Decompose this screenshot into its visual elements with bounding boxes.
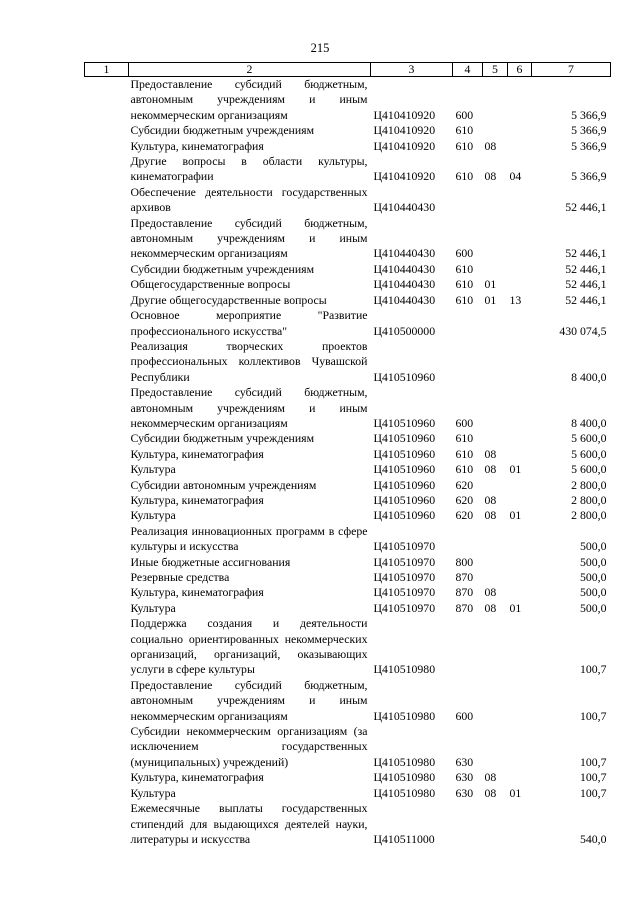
row-subsection: [508, 801, 532, 847]
row-section: 08: [484, 446, 497, 461]
row-amount: 100,7: [579, 770, 607, 785]
row-expense-group: 610: [455, 431, 474, 446]
row-subsection: 13: [509, 292, 522, 307]
row-section: 08: [484, 169, 497, 184]
row-amount: 100,7: [579, 662, 607, 677]
row-name: Реализация творческих проектов профессиональных коллективов Чувашской Республики: [130, 338, 368, 384]
table-row: [85, 724, 611, 770]
row-col-1-empty: [85, 139, 129, 154]
row-code: Ц410510960: [373, 462, 436, 477]
table-row: [85, 770, 611, 785]
row-col-1-empty: [85, 770, 129, 785]
row-code: Ц410440430: [373, 261, 436, 276]
row-expense-group: 610: [455, 138, 474, 153]
row-subsection: [508, 385, 532, 431]
row-col-1-empty: [85, 431, 129, 446]
row-subsection: 01: [509, 508, 522, 523]
row-name: Поддержка создания и деятельности социально ориентированных некоммерческих организаций, организаций, оказывающих услуги в сфере культуры: [130, 616, 368, 677]
row-amount: 2 800,0: [571, 477, 607, 492]
row-name: Культура: [130, 785, 176, 800]
row-name: Обеспечение деятельности государственных архивов: [130, 184, 368, 215]
row-amount: 100,7: [579, 785, 607, 800]
row-expense-group: [453, 185, 483, 216]
row-subsection: [508, 478, 532, 493]
row-subsection: 01: [509, 785, 522, 800]
row-code: Ц410410920: [373, 138, 436, 153]
row-expense-group: 630: [455, 754, 474, 769]
row-expense-group: 620: [455, 492, 474, 507]
row-subsection: [508, 524, 532, 555]
row-amount: 2 800,0: [571, 508, 607, 523]
table-row: [85, 277, 611, 292]
row-amount: 500,0: [579, 600, 607, 615]
row-subsection: [508, 216, 532, 262]
row-subsection: [508, 447, 532, 462]
row-section: 08: [484, 770, 497, 785]
row-name: Резервные средства: [130, 570, 230, 584]
row-code: Ц410510980: [373, 708, 436, 723]
row-subsection: [508, 262, 532, 277]
header-col-1: 1: [85, 63, 129, 77]
table-row: [85, 431, 611, 446]
row-section: [483, 524, 508, 555]
table-row: [85, 478, 611, 493]
row-col-1-empty: [85, 724, 129, 770]
row-name: Предоставление субсидий бюджетным, автономным учреждениям и иным некоммерческим организациям: [130, 677, 368, 723]
row-subsection: [508, 570, 532, 585]
row-code: Ц410510970: [373, 600, 436, 615]
row-code: Ц410511000: [373, 831, 435, 846]
table-row: [85, 262, 611, 277]
row-section: 08: [484, 492, 497, 507]
row-col-1-empty: [85, 616, 129, 678]
row-amount: 52 446,1: [565, 292, 607, 307]
row-col-1-empty: [85, 493, 129, 508]
row-section: 08: [484, 785, 497, 800]
row-name: Реализация инновационных программ в сфере культуры и искусства: [130, 523, 368, 554]
row-expense-group: 610: [455, 261, 474, 276]
row-name: Культура: [130, 508, 176, 523]
row-code: Ц410440430: [373, 200, 436, 215]
row-col-1-empty: [85, 277, 129, 292]
row-amount: 500,0: [579, 585, 607, 600]
table-row: [85, 801, 611, 847]
row-expense-group: 620: [455, 508, 474, 523]
row-section: [483, 385, 508, 431]
row-name: Предоставление субсидий бюджетным, автономным учреждениям и иным некоммерческим организациям: [130, 215, 368, 261]
table-row: [85, 77, 611, 124]
row-expense-group: 610: [455, 446, 474, 461]
row-expense-group: 600: [455, 246, 474, 261]
row-amount: 52 446,1: [565, 200, 607, 215]
row-amount: 5 366,9: [571, 138, 607, 153]
row-section: 08: [484, 138, 497, 153]
row-amount: 5 600,0: [571, 446, 607, 461]
row-code: Ц410510980: [373, 785, 436, 800]
row-name: Культура: [130, 600, 176, 615]
row-code: Ц410440430: [373, 277, 436, 292]
table-row: [85, 786, 611, 801]
row-amount: 52 446,1: [565, 277, 607, 292]
row-code: Ц410510970: [373, 570, 436, 584]
table-row: [85, 570, 611, 585]
row-code: Ц410510970: [373, 585, 436, 600]
row-code: Ц410510960: [373, 369, 436, 384]
header-col-5: 5: [483, 63, 508, 77]
row-expense-group: 870: [455, 600, 474, 615]
header-col-7: 7: [532, 63, 611, 77]
row-section: [483, 478, 508, 493]
row-section: [483, 308, 508, 339]
row-section: [483, 570, 508, 585]
row-section: [483, 216, 508, 262]
row-subsection: [508, 123, 532, 138]
row-name: Основное мероприятие "Развитие профессионального искусства": [130, 308, 368, 338]
row-subsection: [508, 493, 532, 508]
row-name: Культура: [130, 462, 176, 477]
row-code: Ц410510960: [373, 508, 436, 523]
row-section: 08: [484, 462, 497, 477]
row-expense-group: 600: [455, 107, 474, 122]
row-code: Ц410510970: [373, 554, 436, 569]
row-subsection: [508, 770, 532, 785]
row-name: Иные бюджетные ассигнования: [130, 554, 291, 569]
row-section: 08: [484, 600, 497, 615]
table-row: [85, 154, 611, 185]
header-col-3: 3: [371, 63, 453, 77]
row-expense-group: 610: [455, 462, 474, 477]
row-section: 01: [484, 292, 497, 307]
row-subsection: [508, 339, 532, 385]
row-subsection: [508, 139, 532, 154]
budget-table: [84, 62, 611, 847]
row-amount: 5 366,9: [571, 169, 607, 184]
row-subsection: [508, 308, 532, 339]
row-code: Ц410510960: [373, 492, 436, 507]
row-amount: 52 446,1: [565, 261, 607, 276]
row-section: 08: [484, 508, 497, 523]
row-amount: 52 446,1: [565, 246, 607, 261]
row-expense-group: 800: [455, 554, 474, 569]
row-code: Ц410410920: [373, 123, 436, 138]
row-col-1-empty: [85, 601, 129, 616]
table-row: [85, 216, 611, 262]
row-section: [483, 724, 508, 770]
table-header: [85, 63, 611, 77]
row-col-1-empty: [85, 262, 129, 277]
row-expense-group: 610: [455, 123, 474, 138]
row-code: Ц410510960: [373, 446, 436, 461]
table-row: [85, 385, 611, 431]
row-col-1-empty: [85, 478, 129, 493]
row-subsection: [508, 555, 532, 570]
row-col-1-empty: [85, 339, 129, 385]
header-col-4: 4: [453, 63, 483, 77]
row-expense-group: 870: [455, 570, 474, 584]
row-subsection: 04: [509, 169, 522, 184]
row-name: Субсидии некоммерческим организациям (за исключением государственных (муниципальных) учреждений): [130, 724, 368, 769]
row-section: [483, 123, 508, 138]
row-code: Ц410510960: [373, 415, 436, 430]
row-code: Ц410510960: [373, 477, 436, 492]
row-col-1-empty: [85, 801, 129, 847]
row-section: [483, 431, 508, 446]
row-subsection: 01: [509, 600, 522, 615]
table-row: [85, 493, 611, 508]
row-col-1-empty: [85, 308, 129, 339]
row-col-1-empty: [85, 462, 129, 477]
table-row: [85, 616, 611, 678]
row-col-1-empty: [85, 524, 129, 555]
row-expense-group: [453, 339, 483, 385]
row-col-1-empty: [85, 293, 129, 308]
page-number: 215: [310, 41, 330, 55]
row-section: [483, 616, 508, 678]
row-name: Другие общегосударственные вопросы: [130, 292, 327, 307]
row-subsection: [508, 678, 532, 724]
row-col-1-empty: [85, 216, 129, 262]
row-section: [483, 185, 508, 216]
row-name: Субсидии бюджетным учреждениям: [130, 431, 315, 446]
table-row: [85, 139, 611, 154]
row-code: Ц410510960: [373, 431, 436, 446]
row-subsection: [508, 616, 532, 678]
row-code: Ц410500000: [373, 323, 436, 338]
row-amount: 5 366,9: [571, 123, 607, 138]
row-expense-group: 610: [455, 292, 474, 307]
row-col-1-empty: [85, 678, 129, 724]
row-col-1-empty: [85, 508, 129, 523]
row-amount: 5 366,9: [571, 107, 607, 122]
table-row: [85, 601, 611, 616]
row-col-1-empty: [85, 555, 129, 570]
row-subsection: [508, 431, 532, 446]
row-code: Ц410440430: [373, 292, 436, 307]
row-name: Культура, кинематография: [130, 585, 264, 600]
row-code: Ц410410920: [373, 169, 436, 184]
row-expense-group: [453, 524, 483, 555]
row-section: 01: [484, 277, 497, 292]
row-section: [483, 678, 508, 724]
row-section: [483, 77, 508, 124]
row-expense-group: 630: [455, 785, 474, 800]
row-code: Ц410410920: [373, 107, 436, 122]
header-col-6: 6: [508, 63, 532, 77]
row-name: Культура, кинематография: [130, 492, 264, 507]
row-name: Культура, кинематография: [130, 138, 264, 153]
row-name: Ежемесячные выплаты государственных стипендий для выдающихся деятелей науки, литературы и искусства: [130, 801, 368, 846]
row-section: 08: [484, 585, 497, 600]
table-row: [85, 123, 611, 138]
row-name: Субсидии автономным учреждениям: [130, 477, 317, 492]
row-subsection: [508, 585, 532, 600]
row-name: Субсидии бюджетным учреждениям: [130, 123, 315, 138]
row-col-1-empty: [85, 185, 129, 216]
row-section: [483, 339, 508, 385]
row-expense-group: 620: [455, 477, 474, 492]
row-col-1-empty: [85, 447, 129, 462]
row-name: Культура, кинематография: [130, 770, 264, 785]
table-row: [85, 339, 611, 385]
row-subsection: [508, 277, 532, 292]
row-expense-group: 600: [455, 415, 474, 430]
row-col-1-empty: [85, 123, 129, 138]
row-col-1-empty: [85, 585, 129, 600]
row-expense-group: 870: [455, 585, 474, 600]
row-amount: 5 600,0: [571, 431, 607, 446]
row-code: Ц410510980: [373, 662, 436, 677]
row-amount: 100,7: [579, 708, 607, 723]
row-amount: 8 400,0: [571, 415, 607, 430]
row-expense-group: [453, 801, 483, 847]
row-amount: 500,0: [579, 539, 607, 554]
row-expense-group: [453, 308, 483, 339]
row-amount: 540,0: [579, 831, 607, 846]
row-name: Субсидии бюджетным учреждениям: [130, 261, 315, 276]
table-row: [85, 678, 611, 724]
row-amount: 500,0: [579, 554, 607, 569]
row-name: Предоставление субсидий бюджетным, автономным учреждениям и иным некоммерческим организациям: [130, 77, 368, 122]
row-code: Ц410440430: [373, 246, 436, 261]
row-expense-group: 610: [455, 169, 474, 184]
row-section: [483, 801, 508, 847]
row-expense-group: 610: [455, 277, 474, 292]
row-section: [483, 555, 508, 570]
table-row: [85, 585, 611, 600]
row-code: Ц410510970: [373, 539, 436, 554]
row-amount: 2 800,0: [571, 492, 607, 507]
table-row: [85, 447, 611, 462]
row-col-1-empty: [85, 570, 129, 585]
table-row: [85, 555, 611, 570]
row-subsection: 01: [509, 462, 522, 477]
row-amount: 100,7: [579, 754, 607, 769]
row-col-1-empty: [85, 154, 129, 185]
table-row: [85, 524, 611, 555]
table-body: [85, 77, 611, 848]
row-amount: 430 074,5: [559, 323, 607, 338]
table-row: [85, 308, 611, 339]
row-col-1-empty: [85, 786, 129, 801]
row-name: Общегосударственные вопросы: [130, 277, 291, 292]
row-section: [483, 262, 508, 277]
header-row: [85, 63, 611, 77]
row-expense-group: 630: [455, 770, 474, 785]
header-col-2: 2: [129, 63, 371, 77]
row-subsection: [508, 77, 532, 124]
row-col-1-empty: [85, 385, 129, 431]
row-expense-group: 600: [455, 708, 474, 723]
row-name: Культура, кинематография: [130, 446, 264, 461]
row-col-1-empty: [85, 77, 129, 124]
table-row: [85, 185, 611, 216]
row-amount: 500,0: [579, 570, 607, 584]
row-code: Ц410510980: [373, 754, 436, 769]
row-amount: 8 400,0: [571, 369, 607, 384]
row-expense-group: [453, 616, 483, 678]
row-name: Предоставление субсидий бюджетным, автономным учреждениям и иным некоммерческим организациям: [130, 385, 368, 430]
row-subsection: [508, 185, 532, 216]
table-row: [85, 508, 611, 523]
row-code: Ц410510980: [373, 770, 436, 785]
row-subsection: [508, 724, 532, 770]
row-amount: 5 600,0: [571, 462, 607, 477]
row-name: Другие вопросы в области культуры, кинематографии: [130, 154, 368, 184]
table-row: [85, 462, 611, 477]
table-row: [85, 293, 611, 308]
